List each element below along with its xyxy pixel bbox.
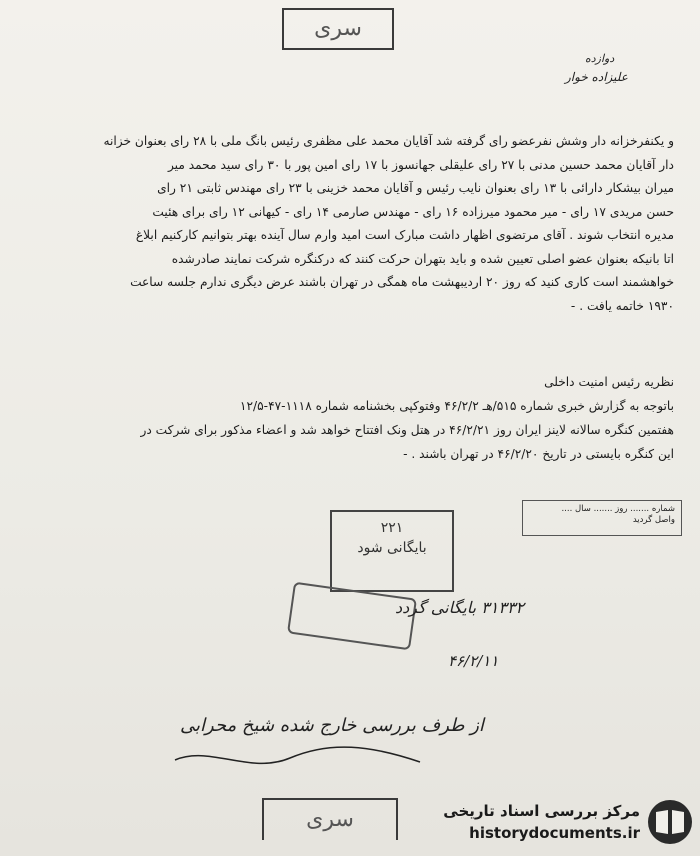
body-line: حسن مریدی ۱۷ رای - میر محمود میرزاده ۱۶ رای - مهندس صارمی ۱۴ رای - کیهانی ۱۲ رای برای هئیت: [152, 204, 674, 219]
body-line: اتا بانیکه بعنوان عضو اصلی تعیین شده و باید بتهران حرکت کنند که درکنگره شرکت نمایند صادرشده: [171, 251, 674, 266]
receipt-line1: شماره ....... روز ....... سال ....: [561, 504, 675, 514]
archive-logo-icon: [648, 800, 692, 844]
watermark: [420, 792, 700, 856]
body-line: دار آقایان محمد حسین مدنی با ۲۷ رای علیقلی جهانسوز با ۱۷ رای امین پور با ۳۰ رای سید محمد میر: [167, 157, 674, 172]
handwritten-reference: ۳۱۳۳۲ بایگانی گردد: [395, 598, 525, 617]
archive-stamp: [330, 510, 454, 592]
secret-stamp-bottom: سری: [262, 798, 398, 840]
opinion-line: باتوجه به گزارش خبری شماره ۵۱۵/هـ ۴۶/۲/۲ وفتوکپی بخشنامه شماره ۱۱۱۸-۴۷-۱۲/۵: [239, 399, 674, 413]
watermark-title: مرکز بررسی اسناد تاریخی: [443, 802, 640, 820]
handwritten-note-line1: دوازده: [585, 52, 615, 65]
body-line: خواهشمند است کاری کنید که روز ۲۰ اردیبهشت ماه همگی در تهران باشند عرض دیگری ندارم جلسه ساعت: [130, 275, 674, 289]
watermark-url: historydocuments.ir: [469, 824, 640, 842]
body-line: مدیره انتخاب شوند . آقای مرتضوی اظهار داشت مبارک است امید وارم سال آینده بهتر بتوانیم کارکنیم ابلاغ: [135, 228, 674, 242]
report-body: [20, 130, 674, 318]
handwritten-date: ۴۶/۲/۱۱: [448, 652, 499, 670]
receipt-stamp: [522, 500, 682, 536]
receipt-line2: واصل گردید: [632, 515, 675, 525]
body-line: ۱۹۳۰ خاتمه یافت . -: [570, 298, 674, 313]
signature-flourish: [170, 740, 430, 780]
handwritten-signature: از طرف بررسی خارج شده شیخ محرابی: [180, 715, 484, 736]
opinion-section: [10, 370, 674, 466]
body-line: میران بیشکار دارائی با ۱۳ رای بعنوان نایب رئیس و آقایان محمد خزینی با ۲۳ رای مهندس ثابتی ۲۱ رای: [157, 181, 674, 195]
handwritten-note-line2: علیزاده خوار: [565, 70, 628, 84]
archive-number: ۲۲۱: [380, 520, 404, 536]
opinion-heading: نظریه رئیس امنیت داخلی: [544, 375, 674, 389]
body-line: و یکنفرخزانه دار وشش نفرعضو رای گرفته شد آقایان محمد علی مظفری رئیس بانگ ملی با ۲۸ رای بعنوان خزانه: [103, 134, 674, 148]
secret-stamp-top: سری: [282, 8, 394, 50]
opinion-line: این کنگره بایستی در تاریخ ۴۶/۲/۲۰ در تهران باشند . -: [403, 447, 674, 461]
archive-label: بایگانی شود: [357, 540, 427, 556]
opinion-line: هفتمین کنگره سالانه لاینز ایران روز ۴۶/۲/۲۱ در هتل ونک افتتاح خواهد شد و اعضاء مذکور برای شرکت در: [140, 423, 674, 437]
